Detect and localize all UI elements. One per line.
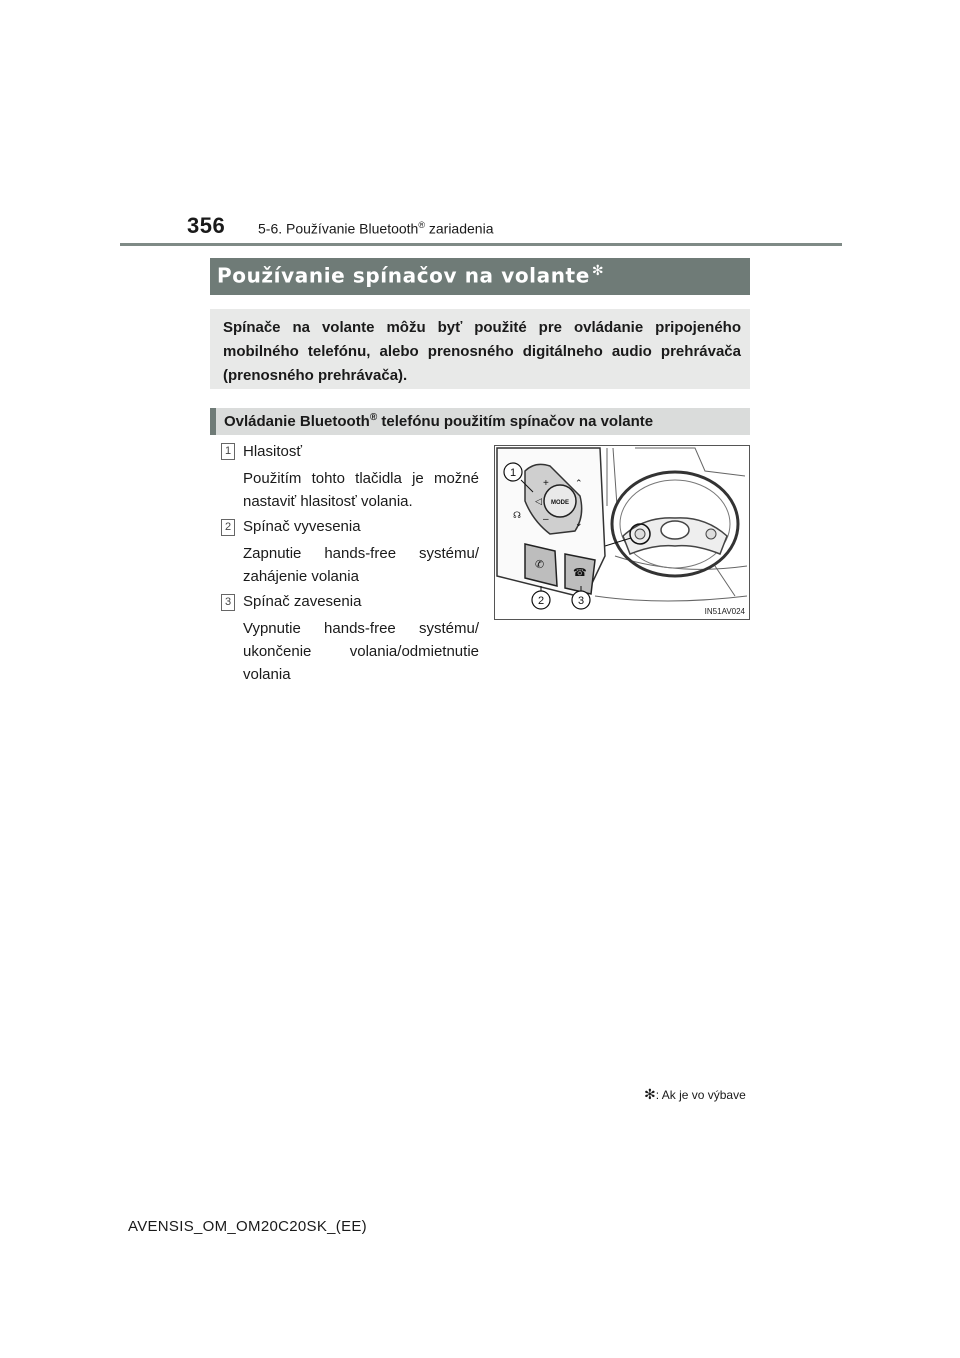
section-title [217, 263, 604, 288]
callout-1 [504, 463, 522, 481]
subsection-bar [210, 408, 750, 435]
figure-code: IN51AV024 [704, 607, 745, 616]
voice-icon: ☊ [513, 511, 521, 521]
description-line: nastaviť hlasitosť volania. [243, 493, 413, 510]
svg-text:1: 1 [509, 467, 517, 479]
callout-3 [572, 591, 590, 609]
item-description-volume [243, 467, 479, 513]
description-line: ukončenie volania/odmietnutie [243, 643, 479, 660]
section-title-bar [210, 258, 750, 295]
item-number-1: 1 [221, 443, 235, 460]
steering-wheel-icon [612, 472, 738, 576]
steering-switch-drawing [495, 446, 749, 619]
svg-text:3: 3 [577, 595, 585, 607]
steering-switch-illustration [494, 445, 750, 620]
description-line: Vypnutie hands-free systému/ [243, 620, 479, 637]
volume-up-icon: + [543, 478, 549, 489]
section-title-text: Používanie spínačov na volante [217, 263, 590, 288]
volume-down-icon: – [543, 514, 549, 525]
description-line: volania [243, 666, 291, 683]
item-label-on-hook: Spínač zavesenia [243, 593, 362, 610]
description-line: zahájenie volania [243, 568, 359, 585]
item-label-volume: Hlasitosť [243, 443, 302, 460]
speaker-icon: ◁ [535, 497, 542, 507]
chevron-down-icon: ⌄ [575, 519, 583, 529]
optional-equipment-star-icon: ✻ [644, 1086, 656, 1102]
section-name: 5-6. Používanie Bluetooth [258, 220, 419, 237]
svg-text:2: 2 [537, 595, 545, 607]
item-label-off-hook: Spínač vyvesenia [243, 518, 361, 535]
item-description-off-hook [243, 542, 479, 588]
section-reference [258, 220, 493, 237]
footnote-text: : Ak je vo výbave [655, 1088, 746, 1102]
page-number: 356 [187, 213, 226, 238]
item-description-on-hook [243, 617, 479, 686]
item-number-3: 3 [221, 594, 235, 611]
description-line: Zapnutie hands-free systému/ [243, 545, 479, 562]
mode-button-label: MODE [551, 500, 569, 506]
subsection-title [224, 412, 653, 430]
phone-hangup-icon: ☎ [573, 566, 587, 579]
phone-pickup-icon: ✆ [535, 558, 545, 571]
callout-2 [532, 591, 550, 609]
chevron-up-icon: ⌃ [575, 479, 583, 489]
description-line: Použitím tohto tlačidla je možné [243, 470, 479, 487]
intro-text: Spínače na volante môžu byť použité pre ovládanie pripojeného mobilného telefónu, alebo prenosného digitálneho audio prehrávača (prenosného prehrávača). [223, 319, 741, 384]
section-name-suffix: zariadenia [424, 220, 494, 237]
intro-box [210, 309, 750, 389]
registered-mark: ® [369, 412, 378, 423]
subsection-title-prefix: Ovládanie Bluetooth [224, 413, 370, 430]
subsection-title-suffix: telefónu použitím spínačov na volante [377, 413, 654, 430]
optional-equipment-star-icon: ✻ [591, 263, 605, 279]
document-id: AVENSIS_OM_OM20C20SK_(EE) [128, 1218, 367, 1235]
registered-mark: ® [418, 220, 425, 230]
item-number-2: 2 [221, 519, 235, 536]
header-divider [120, 243, 842, 246]
footnote [644, 1086, 746, 1103]
